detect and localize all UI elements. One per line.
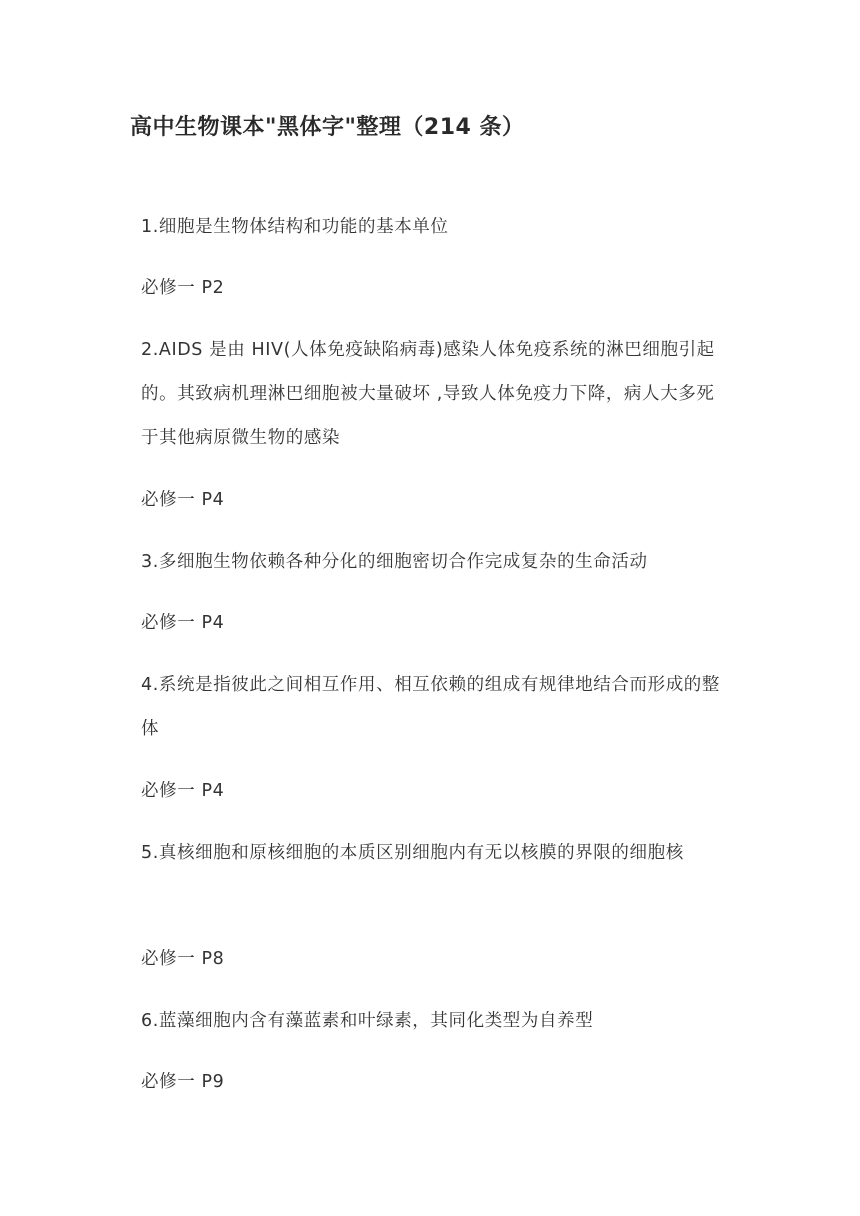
entry-4	[141, 663, 731, 751]
entry-3-ref	[141, 601, 731, 645]
entry-4-ref	[141, 769, 731, 813]
entry-1-ref	[141, 266, 731, 310]
entry-5	[141, 831, 731, 875]
entry-ref: 必修一 P4	[141, 781, 225, 801]
entry-text: 4.系统是指彼此之间相互作用、相互依赖的组成有规律地结合而形成的整体	[141, 675, 720, 739]
entry-2-ref	[141, 478, 731, 522]
entry-3	[141, 540, 731, 584]
entry-text: 6.蓝藻细胞内含有藻蓝素和叶绿素，其同化类型为自养型	[141, 1011, 594, 1031]
entry-text: 5.真核细胞和原核细胞的本质区别细胞内有无以核膜的界限的细胞核	[141, 843, 684, 863]
entry-ref: 必修一 P4	[141, 613, 225, 633]
entry-text: 3.多细胞生物依赖各种分化的细胞密切合作完成复杂的生命活动	[141, 552, 648, 572]
entry-6	[141, 999, 731, 1043]
entry-6-ref	[141, 1060, 731, 1104]
entry-5-ref	[141, 937, 731, 981]
entry-ref: 必修一 P2	[141, 278, 225, 298]
page-title: 高中生物课本"黑体字"整理（214 条）	[130, 115, 525, 140]
entry-1	[141, 205, 731, 249]
entry-ref: 必修一 P9	[141, 1072, 225, 1092]
entry-text: 1.细胞是生物体结构和功能的基本单位	[141, 217, 449, 237]
entry-ref: 必修一 P8	[141, 949, 225, 969]
entry-2	[141, 328, 731, 460]
entry-text: 2.AIDS 是由 HIV(人体免疫缺陷病毒)感染人体免疫系统的淋巴细胞引起的。其致病机理淋巴细胞被大量破坏 ,导致人体免疫力下降，病人大多死于其他病原微生物的感染	[141, 340, 715, 448]
entry-ref: 必修一 P4	[141, 490, 225, 510]
